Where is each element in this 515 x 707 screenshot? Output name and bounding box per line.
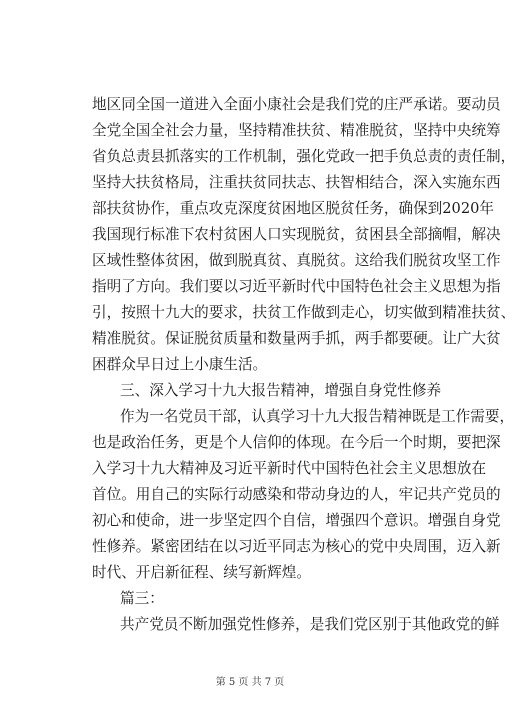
text-line: 时代、开启新征程、续写新辉煌。 (92, 564, 311, 581)
text-line: 我国现行标准下农村贫困人口实现脱贫，贫困县全部摘帽，解决 (92, 226, 501, 243)
text-line: 坚持大扶贫格局，注重扶贫同扶志、扶智相结合，深入实施东西 (92, 174, 501, 191)
text-line: 区域性整体贫困，做到脱真贫、真脱贫。这给我们脱贫攻坚工作 (92, 252, 501, 269)
text-line: 引，按照十九大的要求，扶贫工作做到走心，切实做到精准扶贫、 (92, 304, 515, 321)
text-line: 性修养。紧密团结在以习近平同志为核心的党中央周围，迈入新 (92, 538, 501, 555)
text-line: 困群众早日过上小康生活。 (92, 356, 268, 373)
text-line: 入学习十九大精神及习近平新时代中国特色社会主义思想放在 (92, 460, 487, 477)
text-line: 作为一名党员干部，认真学习十九大报告精神既是工作需要， (120, 408, 515, 425)
text-line: 部扶贫协作，重点攻克深度贫困地区脱贫任务，确保到2020年 (92, 200, 494, 217)
text-line: 首位。用自己的实际行动感染和带动身边的人，牢记共产党员的 (92, 486, 501, 503)
text-line: 初心和使命，进一步坚定四个自信，增强四个意识。增强自身党 (92, 512, 501, 529)
section-heading: 三、深入学习十九大报告精神，增强自身党性修养 (120, 382, 442, 399)
part-heading: 篇三： (120, 590, 164, 607)
text-line: 精准脱贫。保证脱贫质量和数量两手抓，两手都要硬。让广大贫 (92, 330, 501, 347)
text-line: 地区同全国一道进入全面小康社会是我们党的庄严承诺。要动员 (92, 96, 501, 113)
text-line: 全党全国全社会力量，坚持精准扶贫、精准脱贫，坚持中央统筹 (92, 122, 501, 139)
page-footer: 第 5 页 共 7 页 (215, 677, 285, 688)
text-line: 指明了方向。我们要以习近平新时代中国特色社会主义思想为指 (92, 278, 501, 295)
text-line: 省负总责县抓落实的工作机制，强化党政一把手负总责的责任制， (92, 148, 515, 165)
text-line: 也是政治任务，更是个人信仰的体现。在今后一个时期，要把深 (92, 434, 501, 451)
document-body (92, 92, 515, 638)
text-line: 共产党员不断加强党性修养，是我们党区别于其他政党的鲜 (120, 616, 500, 633)
